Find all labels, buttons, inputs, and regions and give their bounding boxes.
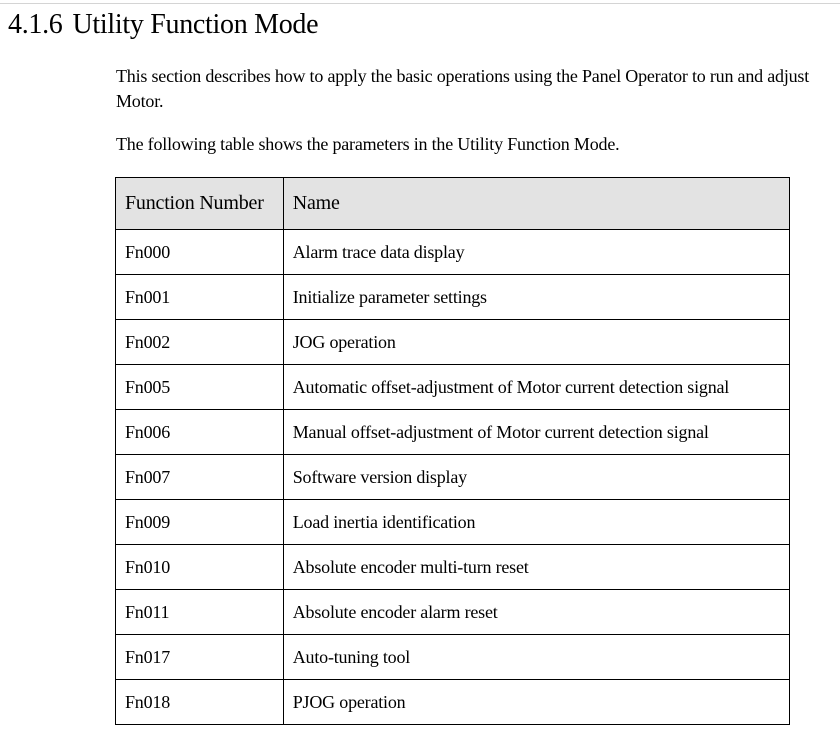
function-number-cell: Fn009 bbox=[116, 500, 284, 545]
function-number-cell: Fn018 bbox=[116, 680, 284, 725]
function-number-cell: Fn011 bbox=[116, 590, 284, 635]
function-number-cell: Fn010 bbox=[116, 545, 284, 590]
intro-line-1: This section describes how to apply the basic operations using the Panel Operator to run and adjust bbox=[116, 66, 810, 86]
header-function-number: Function Number bbox=[116, 178, 284, 230]
table-intro-text: The following table shows the parameters in the Utility Function Mode. bbox=[116, 134, 620, 154]
function-name-cell: PJOG operation bbox=[283, 680, 789, 725]
table-row bbox=[116, 365, 790, 410]
function-name-cell: Automatic offset-adjustment of Motor current detection signal bbox=[283, 365, 789, 410]
table-row bbox=[116, 680, 790, 725]
table-row bbox=[116, 500, 790, 545]
function-name-cell: Absolute encoder multi-turn reset bbox=[283, 545, 789, 590]
intro-line-2: Motor. bbox=[116, 91, 164, 111]
function-number-cell: Fn006 bbox=[116, 410, 284, 455]
function-number-cell: Fn007 bbox=[116, 455, 284, 500]
table-row bbox=[116, 590, 790, 635]
table-row bbox=[116, 455, 790, 500]
table-row bbox=[116, 320, 790, 365]
utility-function-table bbox=[115, 177, 790, 725]
table-row bbox=[116, 635, 790, 680]
page-top-rule bbox=[0, 3, 840, 4]
function-name-cell: Manual offset-adjustment of Motor current detection signal bbox=[283, 410, 789, 455]
table-row bbox=[116, 230, 790, 275]
table-row bbox=[116, 545, 790, 590]
section-title: Utility Function Mode bbox=[72, 9, 319, 40]
intro-paragraph bbox=[116, 64, 809, 114]
function-number-cell: Fn017 bbox=[116, 635, 284, 680]
function-number-cell: Fn005 bbox=[116, 365, 284, 410]
function-name-cell: Initialize parameter settings bbox=[283, 275, 789, 320]
function-number-cell: Fn001 bbox=[116, 275, 284, 320]
function-name-cell: JOG operation bbox=[283, 320, 789, 365]
function-name-cell: Alarm trace data display bbox=[283, 230, 789, 275]
header-name: Name bbox=[283, 178, 789, 230]
function-number-cell: Fn000 bbox=[116, 230, 284, 275]
function-name-cell: Absolute encoder alarm reset bbox=[283, 590, 789, 635]
table-header-row bbox=[116, 178, 790, 230]
table-row bbox=[116, 275, 790, 320]
function-name-cell: Load inertia identification bbox=[283, 500, 789, 545]
function-number-cell: Fn002 bbox=[116, 320, 284, 365]
function-name-cell: Auto-tuning tool bbox=[283, 635, 789, 680]
section-heading bbox=[8, 6, 318, 44]
function-name-cell: Software version display bbox=[283, 455, 789, 500]
table-row bbox=[116, 410, 790, 455]
section-number: 4.1.6 bbox=[8, 9, 63, 40]
